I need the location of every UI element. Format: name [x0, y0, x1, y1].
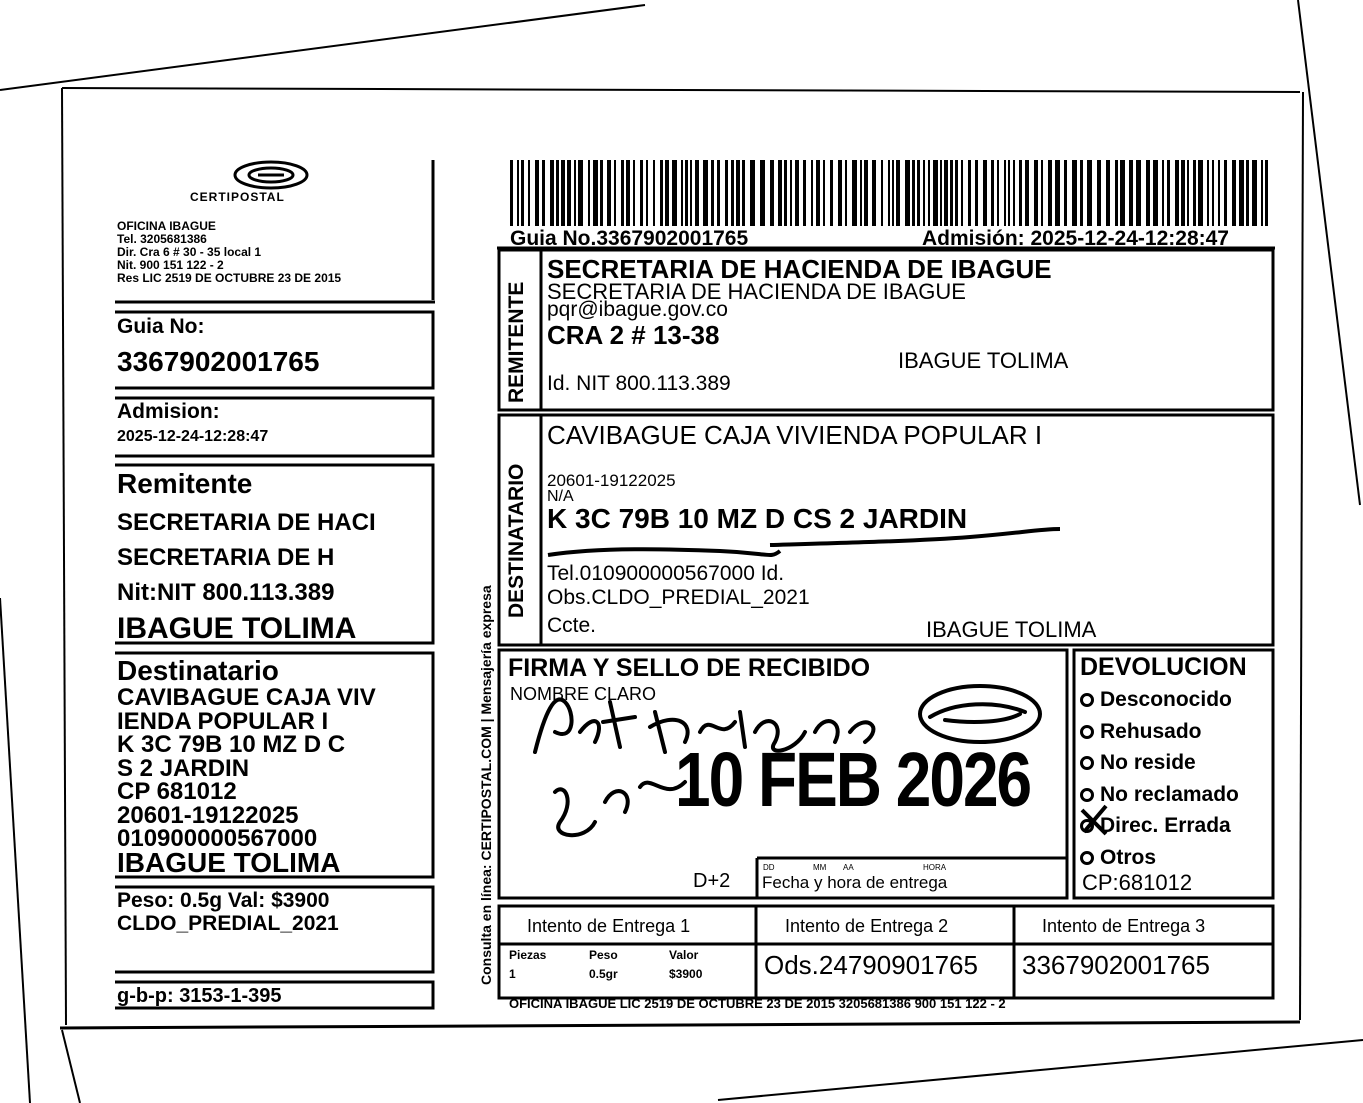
option-rehusado[interactable]: Rehusado	[1080, 716, 1239, 748]
left-cldo-line: CLDO_PREDIAL_2021	[117, 912, 339, 935]
intento-2: Intento de Entrega 2	[785, 916, 949, 936]
remitente-name-2: SECRETARIA DE HACIENDA DE IBAGUE	[547, 279, 966, 304]
devolucion-options	[1080, 684, 1239, 874]
devolucion-title: DEVOLUCION	[1080, 653, 1247, 681]
fecha-mm: MM	[813, 863, 827, 872]
handwritten-underline	[540, 515, 1070, 565]
option-no-reside[interactable]: No reside	[1080, 747, 1239, 779]
received-date-stamp: 10 FEB 2026	[675, 736, 1031, 823]
radio-icon	[1080, 756, 1094, 770]
remitente-address: CRA 2 # 13-38	[547, 320, 720, 350]
destinatario-city: IBAGUE TOLIMA	[926, 617, 1097, 642]
pieces-header-valor: Valor	[669, 948, 699, 962]
remitente-id: Id. NIT 800.113.389	[547, 372, 731, 395]
firma-nombre-claro: NOMBRE CLARO	[510, 684, 657, 704]
side-consulta-text: Consulta en línea: CERTIPOSTAL.COM | Mensajería expresa	[478, 585, 494, 985]
firma-d2: D+2	[693, 870, 731, 892]
destinatario-na: N/A	[547, 488, 574, 505]
left-gbp: g-b-p: 3153-1-395	[117, 985, 282, 1007]
left-admision-label: Admision:	[117, 400, 220, 423]
radio-icon	[1080, 851, 1094, 865]
remitente-vertical-label: REMITENTE	[505, 281, 528, 403]
firma-title: FIRMA Y SELLO DE RECIBIDO	[508, 654, 871, 682]
option-otros[interactable]: Otros	[1080, 842, 1239, 874]
pieces-value-valor: $3900	[669, 967, 703, 981]
option-desconocido[interactable]: Desconocido	[1080, 684, 1239, 716]
fecha-dd: DD	[763, 863, 775, 872]
devolucion-cp: CP:681012	[1082, 870, 1193, 895]
destinatario-tel: Tel.010900000567000 Id.	[547, 562, 785, 585]
handwritten-check-mark	[1076, 800, 1116, 840]
left-remitente-label: Remitente	[117, 468, 253, 499]
logo-brand: CERTIPOSTAL	[190, 190, 285, 204]
fecha-entrega-label: Fecha y hora de entrega	[762, 873, 948, 892]
left-admision-value: 2025-12-24-12:28:47	[117, 428, 269, 445]
remitente-email: pqr@ibague.gov.co	[547, 298, 728, 321]
radio-icon	[1080, 725, 1094, 739]
header-admision: Admisión: 2025-12-24-12:28:47	[922, 227, 1229, 250]
pieces-header-peso: Peso	[589, 948, 618, 962]
radio-icon	[1080, 693, 1094, 707]
guia-bottom: 3367902001765	[1022, 950, 1210, 980]
left-guia-value: 3367902001765	[117, 346, 320, 377]
destinatario-vertical-label: DESTINATARIO	[505, 463, 528, 618]
left-remitente-lines: SECRETARIA DE HACI SECRETARIA DE H Nit:NIT 800.113.389 IBAGUE TOLIMA	[117, 509, 376, 645]
destinatario-name: CAVIBAGUE CAJA VIVIENDA POPULAR I	[547, 420, 1043, 450]
header-guia: Guia No.3367902001765	[510, 227, 749, 250]
left-peso-line: Peso: 0.5g Val: $3900	[117, 889, 330, 912]
pieces-value-piezas: 1	[509, 967, 516, 981]
destinatario-obs: Obs.CLDO_PREDIAL_2021	[547, 586, 810, 609]
option-direc-errada[interactable]: Direc. Errada	[1080, 810, 1239, 842]
fecha-aa: AA	[843, 863, 854, 872]
intento-1: Intento de Entrega 1	[527, 916, 691, 936]
remitente-city: IBAGUE TOLIMA	[898, 348, 1069, 373]
intento-3: Intento de Entrega 3	[1042, 916, 1206, 936]
option-no-reclamado[interactable]: No reclamado	[1080, 779, 1239, 811]
left-destinatario-lines: CAVIBAGUE CAJA VIV IENDA POPULAR I K 3C 79B 10 MZ D C S 2 JARDIN CP 681012 20601-19122025 010900000567000 IBAGUE TOLIMA	[117, 684, 376, 878]
destinatario-address: K 3C 79B 10 MZ D CS 2 JARDIN	[547, 503, 968, 534]
left-destinatario-label: Destinatario	[117, 655, 279, 686]
footer-office: OFICINA IBAGUE LIC 2519 DE OCTUBRE 23 DE 2015 3205681386 900 151 122 - 2	[509, 996, 1006, 1011]
office-info: OFICINA IBAGUE Tel. 3205681386 Dir. Cra 6 # 30 - 35 local 1 Nit. 900 151 122 - 2 Res LIC 2519 DE OCTUBRE 23 DE 2015	[117, 219, 342, 285]
remitente-name-1: SECRETARIA DE HACIENDA DE IBAGUE	[547, 254, 1052, 284]
pieces-value-peso: 0.5gr	[589, 967, 618, 981]
destinatario-ref: 20601-19122025	[547, 471, 676, 490]
ods-number: Ods.24790901765	[764, 950, 978, 980]
pieces-header-piezas: Piezas	[509, 948, 547, 962]
fecha-hora: HORA	[923, 863, 947, 872]
left-guia-label: Guia No:	[117, 315, 205, 338]
destinatario-ccte: Ccte.	[547, 614, 597, 637]
